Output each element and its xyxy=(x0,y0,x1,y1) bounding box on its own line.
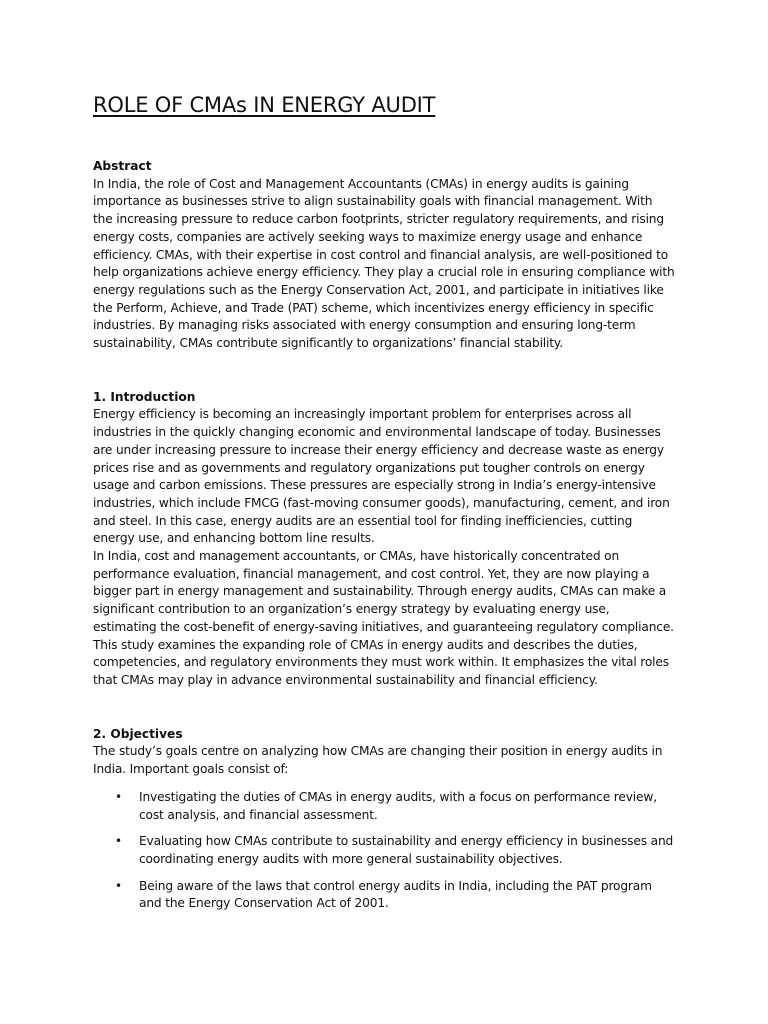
introduction-paragraph-2: In India, cost and management accountants, or CMAs, have historically concentrated on performance evaluation, financial management, and cost control. Yet, they are now playing a bigger part in energy management and sustainability. Through energy audits, CMAs can make a significant contribution to an organization’s energy strategy by evaluating energy use, estimating the cost-benefit of energy-saving initiatives, and guaranteeing regulatory compliance. This study examines the expanding role of CMAs in energy audits and describes the duties, competencies, and regulatory environments they must work within. It emphasizes the vital roles that CMAs may play in advance environmental sustainability and financial efficiency. xyxy=(93,549,674,687)
objective-text-2: Evaluating how CMAs contribute to sustainability and energy efficiency in businesses and coordinating energy audits with more general sustainability objectives. xyxy=(139,834,674,866)
bullet-icon: • xyxy=(115,789,122,804)
introduction-heading: 1. Introduction xyxy=(93,389,196,404)
list-item xyxy=(93,878,675,913)
document-page xyxy=(93,92,675,922)
objective-text-1: Investigating the duties of CMAs in energy audits, with a focus on performance review, cost analysis, and financial assessment. xyxy=(139,789,657,822)
introduction-paragraph-1: Energy efficiency is becoming an increasingly important problem for enterprises across all industries in the quickly changing economic and environmental landscape of today. Businesses are under increasing pressure to increase their energy efficiency and decrease waste as energy prices rise and as governments and regulatory organizations put tougher controls on energy usage and carbon emissions. These pressures are especially strong in India’s energy-intensive industries, which include FMCG (fast-moving consumer goods), manufacturing, cement, and iron and steel. In this case, energy audits are an essential tool for finding inefficiencies, cutting energy use, and enhancing bottom line results. xyxy=(93,407,670,546)
abstract-body: In India, the role of Cost and Management Accountants (CMAs) in energy audits is gaining importance as businesses strive to align sustainability goals with financial management. With the increasing pressure to reduce carbon footprints, stricter regulatory requirements, and rising energy costs, companies are actively seeking ways to maximize energy usage and enhance efficiency. CMAs, with their expertise in cost control and financial analysis, are well-positioned to help organizations achieve energy efficiency. They play a crucial role in ensuring compliance with energy regulations such as the Energy Conservation Act, 2001, and participate in initiatives like the Perform, Achieve, and Trade (PAT) scheme, which incentivizes energy efficiency in specific industries. By managing risks associated with energy consumption and ensuring long-term sustainability, CMAs contribute significantly to organizations’ financial stability. xyxy=(93,176,675,351)
objective-text-3: Being aware of the laws that control energy audits in India, including the PAT program and the Energy Conservation Act of 2001. xyxy=(139,878,652,911)
document-title: ROLE OF CMAs IN ENERGY AUDIT xyxy=(93,93,436,117)
objectives-intro: The study’s goals centre on analyzing how CMAs are changing their position in energy audits in India. Important goals consist of: xyxy=(93,744,663,777)
introduction-section xyxy=(93,389,675,690)
bullet-icon: • xyxy=(115,834,122,849)
objectives-section xyxy=(93,726,675,913)
list-item xyxy=(93,789,675,824)
abstract-heading: Abstract xyxy=(93,159,152,173)
bullet-icon: • xyxy=(115,878,122,893)
objectives-list xyxy=(93,789,675,913)
objectives-heading: 2. Objectives xyxy=(93,726,183,741)
abstract-section xyxy=(93,158,675,353)
list-item xyxy=(93,833,675,868)
